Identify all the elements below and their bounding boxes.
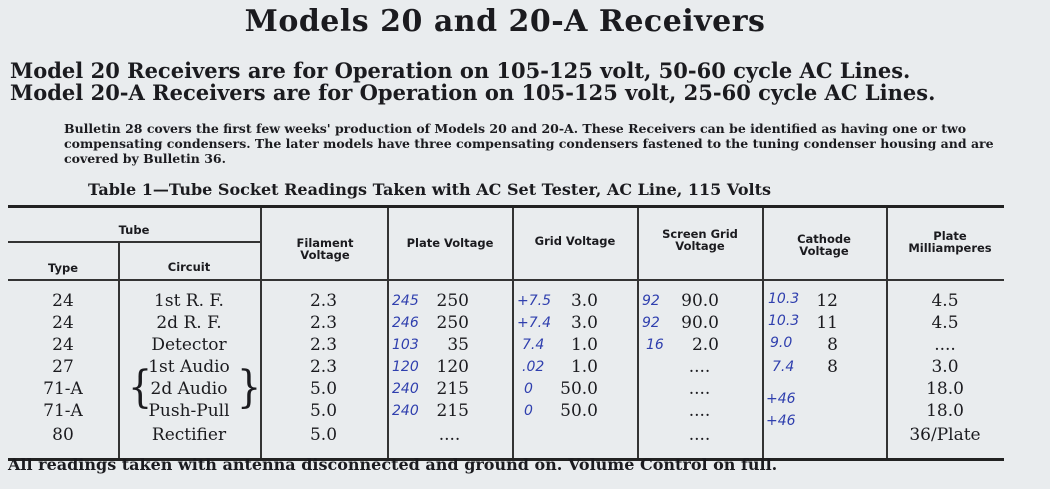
cell-grid: 1.0: [570, 357, 598, 377]
header-plate-voltage: Plate Voltage: [406, 236, 494, 250]
cell-milliamperes: 18.0: [926, 401, 964, 421]
bulletin-paragraph: Bulletin 28 covers the first few weeks' production of Models 20 and 20-A. These Receivers can be identified as having one or two compensating condensers. The later models have three compensating condensers fastened to the tuning condenser housing and are covered by Bulletin 36.: [64, 121, 994, 166]
cell-screen: ....: [688, 425, 711, 445]
handwritten-cathode-note: +46: [766, 391, 796, 407]
cell-cathode: 8: [827, 335, 838, 355]
header-cathode-voltage: Cathode Voltage: [797, 232, 851, 258]
handwritten-plate-note: 245: [392, 293, 419, 309]
cell-filament: 2.3: [309, 291, 338, 311]
handwritten-cathode-note: +46: [766, 413, 796, 429]
cell-milliamperes: ....: [934, 335, 956, 355]
handwritten-cathode-note: 9.0: [770, 335, 793, 351]
cell-grid: 3.0: [570, 291, 598, 311]
cell-screen: 2.0: [691, 335, 719, 355]
cell-milliamperes: 36/Plate: [909, 425, 981, 445]
cell-plate: ....: [438, 425, 461, 445]
cell-filament: 2.3: [309, 357, 338, 377]
cell-screen: 90.0: [681, 291, 719, 311]
handwritten-grid-note: +7.4: [517, 315, 551, 331]
cell-type: 27: [52, 357, 74, 377]
cell-milliamperes: 18.0: [926, 379, 964, 399]
cell-type: 24: [52, 335, 74, 355]
handwritten-plate-note: 240: [392, 381, 419, 397]
handwritten-cathode-note: 10.3: [768, 291, 800, 307]
header-bottom-rule: [8, 279, 1004, 281]
cell-grid: 3.0: [570, 313, 598, 333]
cell-cathode: 12: [816, 291, 838, 311]
tube-header-divider: [8, 241, 260, 243]
cell-milliamperes: 4.5: [931, 313, 959, 333]
cell-filament: 2.3: [309, 335, 338, 355]
cell-cathode: 11: [816, 313, 838, 333]
handwritten-grid-note: +7.5: [517, 293, 551, 309]
handwritten-plate-note: 120: [392, 359, 419, 375]
header-grid-voltage: Grid Voltage: [534, 234, 616, 248]
cell-filament: 5.0: [309, 425, 338, 445]
cell-filament: 2.3: [309, 313, 338, 333]
document-title: Models 20 and 20-A Receivers: [244, 4, 766, 39]
cell-grid: 50.0: [560, 401, 598, 421]
handwritten-grid-note: 0: [524, 381, 533, 397]
push-pull-left-brace: {: [128, 361, 153, 413]
handwritten-grid-note: 7.4: [522, 337, 545, 353]
cell-plate: 120: [436, 357, 469, 377]
handwritten-plate-note: 246: [392, 315, 419, 331]
handwritten-plate-note: 240: [392, 403, 419, 419]
handwritten-screen-note: 16: [646, 337, 664, 353]
cell-screen: ....: [688, 401, 711, 421]
cell-plate: 215: [436, 401, 469, 421]
cell-circuit: 2d Audio: [150, 379, 228, 399]
handwritten-grid-note: .02: [522, 359, 545, 375]
handwritten-cathode-note: 7.4: [772, 359, 795, 375]
push-pull-right-brace: }: [237, 361, 262, 413]
handwritten-screen-note: 92: [642, 315, 660, 331]
cell-grid: 1.0: [570, 335, 598, 355]
header-screen-grid-voltage: Screen Grid Voltage: [662, 227, 738, 253]
cell-milliamperes: 3.0: [931, 357, 959, 377]
handwritten-screen-note: 92: [642, 293, 660, 309]
table-caption: Table 1—Tube Socket Readings Taken with AC Set Tester, AC Line, 115 Volts: [88, 180, 771, 199]
cell-type: 24: [52, 291, 74, 311]
cell-type: 24: [52, 313, 74, 333]
cell-plate: 215: [436, 379, 469, 399]
header-filament-voltage: Filament Voltage: [296, 236, 354, 262]
cell-screen: 90.0: [681, 313, 719, 333]
cell-plate: 250: [436, 291, 469, 311]
cell-screen: ....: [688, 379, 711, 399]
cell-grid: 50.0: [560, 379, 598, 399]
header-tube: Tube: [118, 223, 150, 237]
handwritten-grid-note: 0: [524, 403, 533, 419]
cell-circuit: 2d R. F.: [156, 313, 222, 333]
cell-circuit: 1st R. F.: [154, 291, 224, 311]
model-20-operation-note: Model 20 Receivers are for Operation on 105-125 volt, 50-60 cycle AC Lines.: [10, 58, 911, 83]
header-type: Type: [47, 261, 78, 275]
cell-screen: ....: [688, 357, 711, 377]
cell-cathode: 8: [827, 357, 838, 377]
model-20a-operation-note: Model 20-A Receivers are for Operation on 105-125 volt, 25-60 cycle AC Lines.: [10, 80, 936, 105]
handwritten-cathode-note: 10.3: [768, 313, 800, 329]
cell-type: 80: [52, 425, 74, 445]
tube-socket-readings-table: [8, 205, 1004, 461]
cell-circuit: 1st Audio: [148, 357, 230, 377]
header-plate-milliamperes: Plate Milliamperes: [908, 229, 992, 255]
cell-type: 71-A: [43, 379, 83, 399]
table-footnote: All readings taken with antenna disconnected and ground on. Volume Control on full.: [8, 455, 778, 474]
cell-filament: 5.0: [309, 379, 338, 399]
cell-circuit: Push-Pull: [148, 401, 230, 421]
header-circuit: Circuit: [167, 260, 211, 274]
cell-circuit: Detector: [151, 335, 227, 355]
cell-circuit: Rectifier: [151, 425, 227, 445]
cell-type: 71-A: [43, 401, 83, 421]
handwritten-plate-note: 103: [392, 337, 419, 353]
cell-filament: 5.0: [309, 401, 338, 421]
cell-plate: 250: [436, 313, 469, 333]
cell-plate: 35: [447, 335, 469, 355]
cell-milliamperes: 4.5: [931, 291, 959, 311]
